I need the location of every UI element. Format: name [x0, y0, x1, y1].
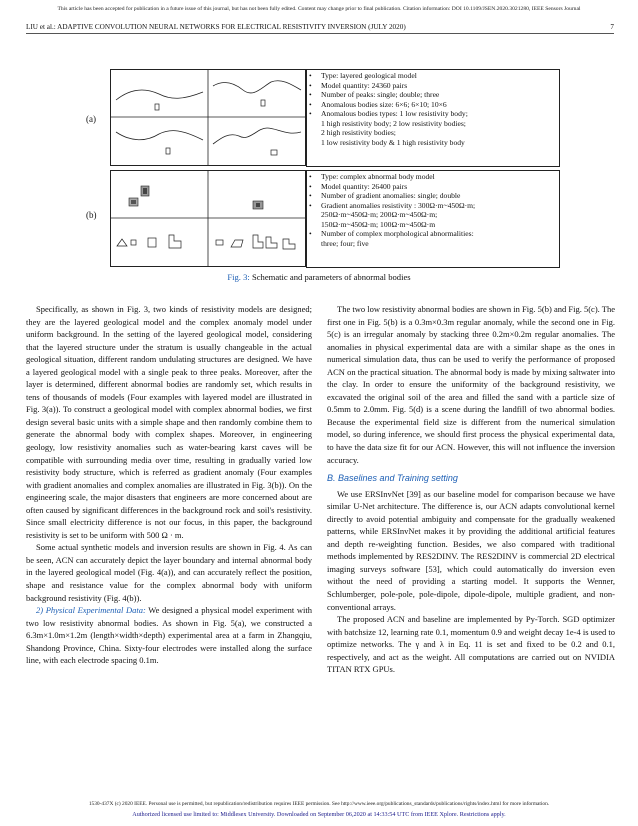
bullet-continuation: 150Ω·m~450Ω·m; 100Ω·m~450Ω·m	[321, 219, 436, 229]
complex-model-image	[110, 170, 306, 267]
bullet-continuation: three; four; five	[321, 238, 369, 248]
bullet-text: Number of complex morphological abnormalities:	[321, 229, 474, 238]
bullet-text: Type: layered geological model	[321, 71, 417, 80]
bullet-item	[307, 100, 559, 110]
right-column	[327, 303, 615, 676]
bullet-dot-icon: •	[309, 99, 312, 109]
bullet-list-b	[307, 172, 559, 248]
bullet-dot-icon: •	[309, 229, 312, 238]
bullet-dot-icon: •	[309, 200, 312, 210]
paragraph: The two low resistivity abnormal bodies are shown in Fig. 5(b) and Fig. 5(c). The first one in Fig. 5(b) is a 0.3m×0.3m regular anomaly, while the second one in Fig. 5(c) is an irregular anomaly by stacking three 0.2m×0.2m regular anomalies. The anomalies in physical experimental data are with a similar shape as the ones in numerical simulation data, thus can be used to verify the performance of proposed ACN on the practical situation. The abnormal body is made by mixing saltwater into the clay. In order to ensure the uniformity of the background resistivity, we excavated the original soil of the area and filled the sand with a particle size of 0.5mm to 2.0mm. Fig. 5(d) is a scene during the landfill of two abnormal bodies. Because the experimental field size is different from the numerical simulation model, so during inference, we should first process the physical experimental data, to have the data size fit for our ACN. However, this will not influence the inversion accuracy.	[327, 304, 615, 465]
panel-b-label: (b)	[86, 210, 97, 220]
bullet-text: Anomalous bodies types: 1 low resistivity body;	[321, 109, 468, 118]
header-title: LIU et al.: ADAPTIVE CONVOLUTION NEURAL NETWORKS FOR ELECTRICAL RESISTIVITY INVERSION (JULY 2020)	[26, 23, 406, 31]
bullet-text: Type: complex abnormal body model	[321, 172, 435, 181]
bullet-item	[307, 172, 559, 182]
bullet-item	[307, 229, 559, 239]
bullet-dot-icon: •	[309, 80, 312, 90]
paragraph	[26, 604, 312, 667]
bullet-text: Model quantity: 26400 pairs	[321, 181, 408, 191]
bullet-text: Anomalous bodies size: 6×6; 6×10; 10×6	[321, 99, 447, 109]
caption-text: Schematic and parameters of abnormal bodies	[249, 272, 411, 282]
bullet-item	[307, 90, 559, 100]
bullet-continuation: 2 high resistivity bodies;	[321, 128, 396, 137]
paragraph-text: We designed a physical model experiment with two low resistivity abnormal bodies. As shown in Fig. 5(a), we constructed a 6.3m×1.0m×1.2m (length×width×depth) experimental area at a farm in Zhangqiu, Shandong Province, China. Sixty-four electrodes were installed along the surface line, with each electrode spacing 0.1m.	[26, 605, 312, 666]
header-rule	[26, 33, 614, 34]
figure-caption	[0, 272, 638, 282]
section-heading	[327, 472, 615, 485]
section-heading-text: B. Baselines and Training setting	[327, 473, 458, 484]
bullet-continuation: 1 low resistivity body & 1 high resistivity body	[321, 137, 465, 147]
bullet-dot-icon: •	[309, 71, 312, 80]
page-number: 7	[610, 23, 614, 31]
complex-model-parameters	[306, 170, 560, 268]
caption-label: Fig. 3:	[227, 272, 250, 282]
bullet-item	[307, 182, 559, 192]
bullet-item	[307, 81, 559, 91]
bullet-dot-icon: •	[309, 181, 312, 191]
bullet-dot-icon: •	[309, 191, 312, 200]
bullet-item	[307, 201, 559, 211]
bullet-text: Number of peaks: single; double; three	[321, 90, 440, 99]
bullet-item	[307, 191, 559, 201]
bullet-text: Gradient anomalies resistivity : 300Ω·m~450Ω·m;	[321, 200, 476, 210]
bullet-item	[307, 109, 559, 119]
paragraph: Specifically, as shown in Fig. 3, two kinds of resistivity models are designed; they are the layered geological model and the complex anomaly model under uniform background. In the setting of the layered geological model, considering that the layered structure under the stratum is usually changeable in the actual geological situation, different random undulating structures are designed. We have a layered geological model with a single peak to three peaks. Moreover, after the layer is determined, different abnormal bodies are randomly set, which results in tens of thousands of models (Four examples with layered model are illustrated in Fig. 3(a)). To construct a geological model with complex abnormal bodies, we first design several basic units with a simple shape and then randomly combine them to generate the abnormal body with complex shapes. Moreover, in engineering geology, low resistivity anomalies such as water-bearing karst caves will be compatible with surrounding media over time, resulting in gradually varied low resistivity body structure, which is referred as gradient anomaly (Four examples with gradient anomalies and complex anomalies are illustrated in Fig. 3(b)). On the engineering scale, the major disasters that engineers are more concerned about are often caused by significant differences in the background rock and soil's resistivity. Since small electricity difference is not our focus, in this paper, the background resistivity is set to be uniform with 500 Ω · m.	[26, 304, 312, 540]
bullet-dot-icon: •	[309, 109, 312, 118]
bullet-text: Number of gradient anomalies: single; double	[321, 191, 461, 200]
bullet-continuation: 1 high resistivity body; 2 low resistivity bodies;	[321, 118, 466, 128]
bullet-text: Model quantity: 24360 pairs	[321, 80, 408, 90]
subsection-heading: 2) Physical Experimental Data:	[36, 605, 146, 616]
panel-a-label: (a)	[86, 114, 96, 124]
bullet-dot-icon: •	[309, 90, 312, 99]
layered-model-parameters	[306, 69, 560, 167]
bullet-continuation: 250Ω·m~450Ω·m; 200Ω·m~450Ω·m;	[321, 210, 438, 219]
layered-model-diagram	[111, 70, 305, 165]
paragraph: We use ERSInvNet [39] as our baseline model for comparison because we have similar U-Net architecture. The difference is, our ACN adapts convolutional kernel directly to avoid potential ambiguity and compensate for the gradually weakened patterns, while ERSInvNet makes it by providing the additional artificial features and depth re-weighting function. Besides, we also compared with traditional methods implemented by RES2DINV. The RES2DINV is commercial 2D electrical imaging surveys software [53], which could automatically do inversion even without the need of providing a starting model. It supports the Wenner, Schlumberger, pole-pole, pole-dipole, dipole-dipole, multiple gradient, and non-conventional arrays.	[327, 488, 615, 612]
left-column	[26, 303, 312, 667]
bullet-dot-icon: •	[309, 172, 312, 181]
license-footer: Authorized licensed use limited to: Middlesex University. Downloaded on September 06,2020 at 14:33:54 UTC from IEEE Xplore. Restrictions apply.	[132, 811, 506, 818]
bullet-item	[307, 71, 559, 81]
copyright-footer: 1530-437X (c) 2020 IEEE. Personal use is permitted, but republication/redistribution requires IEEE permission. See http://www.ieee.org/publications_standards/publications/rights/index.html for more information.	[88, 801, 550, 807]
layered-model-image	[110, 69, 306, 166]
bullet-list-a	[307, 71, 559, 147]
preprint-notice: This article has been accepted for publication in a future issue of this journal, but has not been fully edited. Content may change prior to final publication. Citation information: DOI 10.1109/JSEN.2020.3021280, IEEE Sensors Journal	[57, 6, 581, 12]
complex-model-diagram	[111, 171, 305, 266]
paragraph: Some actual synthetic models and inversion results are shown in Fig. 4. As can be seen, ACN can accurately depict the layer boundary and internal abnormal body in the layered geological model (Fig. 4(a)), and can accurately reflect the position, shape and resistance value for the complex abnormal body with uniform background resistivity (Fig. 4(b)).	[26, 542, 312, 603]
paragraph: The proposed ACN and baseline are implemented by Py-Torch. SGD optimizer with batchsize 12, learning rate 0.1, momentum 0.9 and weight decay 1e-4 is used to optimize networks. The γ and λ in Eq. 11 is set and fixed to be 0.2 and 0.1, respectively, and act as the weight. All computations are carried out on NVIDIA TITAN RTX GPUs.	[327, 614, 615, 675]
